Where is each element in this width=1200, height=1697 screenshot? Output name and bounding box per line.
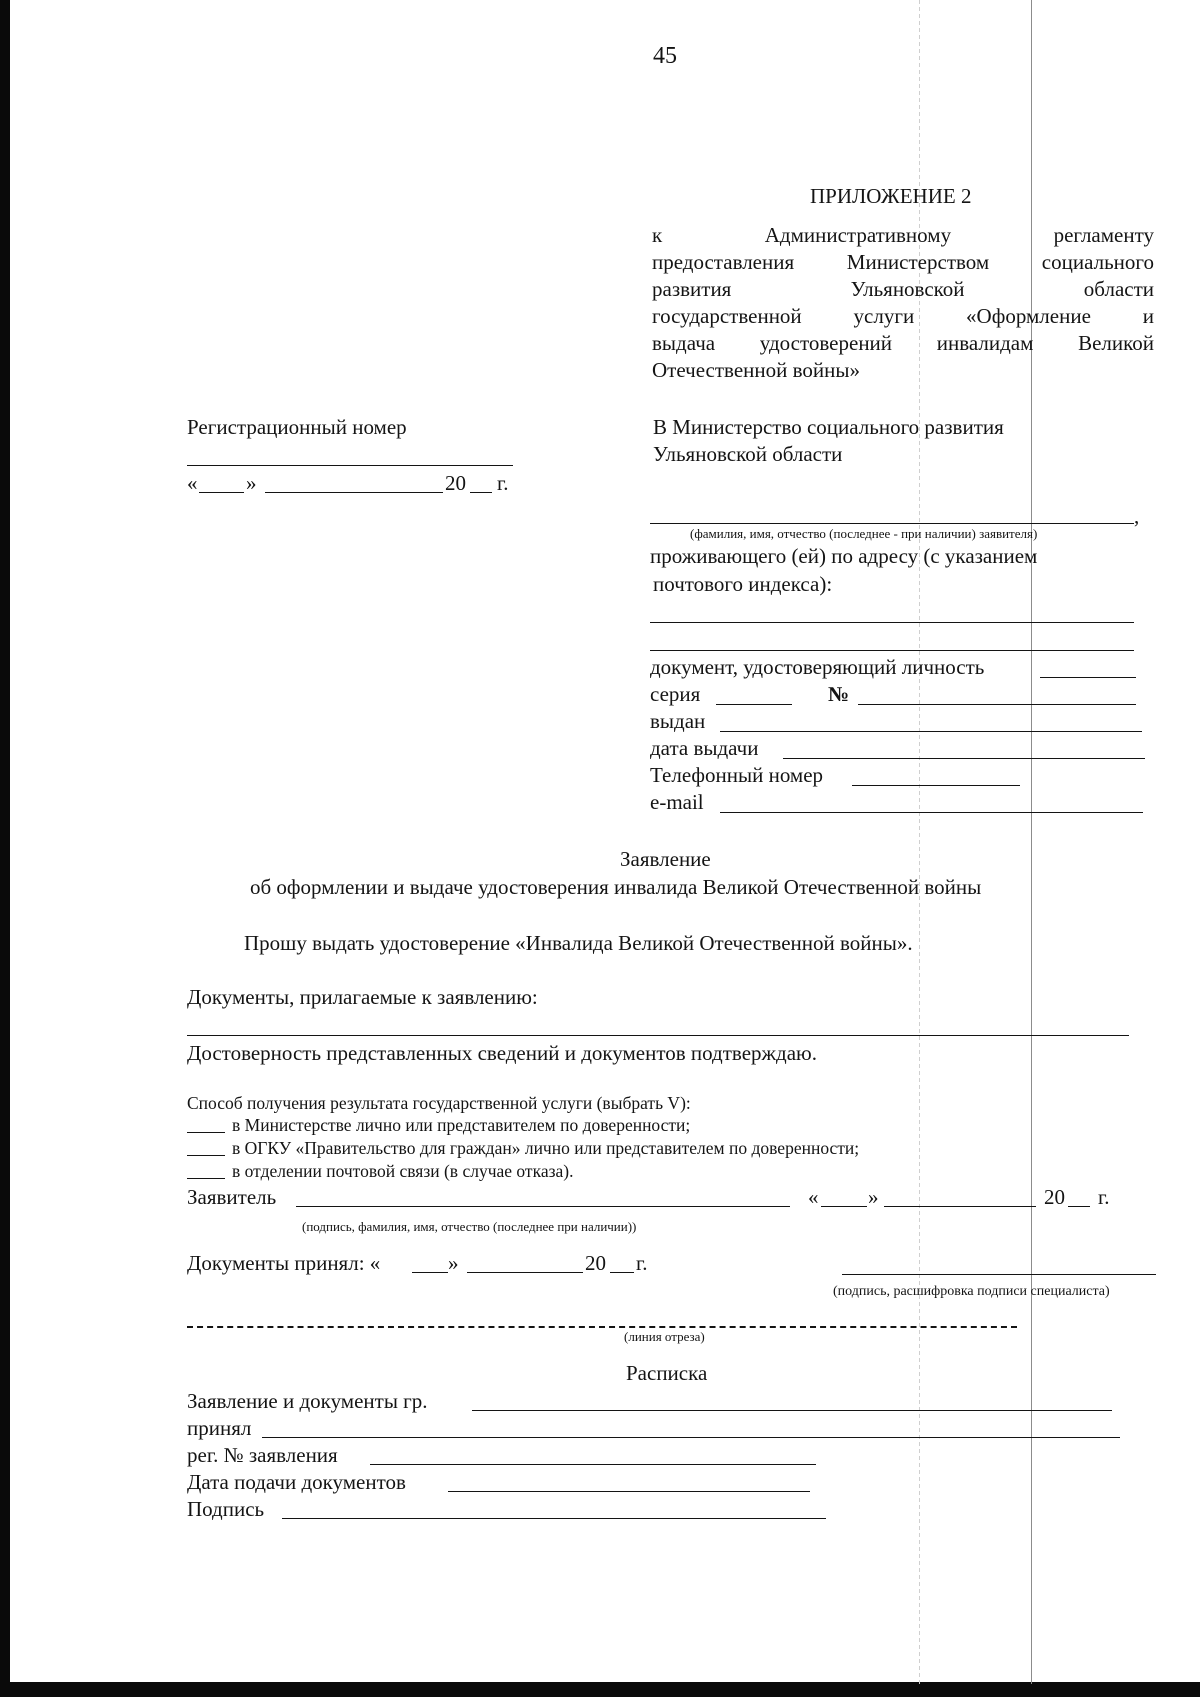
cut-line-caption: (линия отреза) [624, 1329, 705, 1344]
receipt-reg-number-field[interactable] [370, 1464, 816, 1465]
registration-year-suffix: г. [497, 471, 509, 495]
receipt-signature-label: Подпись [187, 1497, 265, 1521]
receipt-citizen-field[interactable] [472, 1410, 1112, 1411]
receipt-option-label: в ОГКУ «Правительство для граждан» лично или представителем по доверенности; [232, 1138, 860, 1158]
receipt-option-label: в Министерстве лично или представителем по доверенности; [232, 1115, 691, 1135]
appendix-reference [652, 222, 1154, 384]
appendix-line: выдача удостоверений инвалидам Великой [652, 331, 1154, 355]
receipt-accepted-label: принял [187, 1416, 252, 1440]
specialist-signature-field[interactable] [842, 1274, 1156, 1275]
phone-field[interactable] [852, 785, 1020, 786]
receipt-accepted-field[interactable] [262, 1437, 1120, 1438]
accepted-year-suffix: г. [636, 1251, 648, 1275]
statement-subtitle: об оформлении и выдаче удостоверения инвалида Великой Отечественной войны [250, 875, 982, 899]
accepted-month-field[interactable] [467, 1272, 583, 1273]
issued-field[interactable] [720, 731, 1142, 732]
receipt-documents-label: Заявление и документы гр. [187, 1389, 428, 1413]
statement-title: Заявление [620, 847, 711, 871]
appendix-line: к Административному регламенту [652, 223, 1154, 247]
applicant-name-caption: (фамилия, имя, отчество (последнее - при наличии) заявителя) [690, 526, 1038, 541]
receipt-date-label: Дата подачи документов [187, 1470, 406, 1494]
issued-label: выдан [650, 709, 706, 733]
scan-border-left [0, 0, 10, 1684]
address-label-line-2: почтового индекса): [653, 572, 833, 596]
registration-number-field[interactable] [187, 465, 513, 466]
attached-documents-label: Документы, прилагаемые к заявлению: [187, 985, 538, 1009]
accepted-year-field[interactable] [610, 1272, 634, 1273]
scan-border-bottom [0, 1682, 1200, 1697]
registration-year-field[interactable] [470, 492, 492, 493]
applicant-signature-field[interactable] [296, 1206, 790, 1207]
applicant-label: Заявитель [187, 1185, 277, 1209]
accepted-year-prefix: 20 [585, 1251, 606, 1275]
series-label: серия [650, 682, 701, 706]
id-document-field[interactable] [1040, 677, 1136, 678]
applicant-day-field[interactable] [821, 1206, 867, 1207]
appendix-line: государственной услуги «Оформление и [652, 304, 1154, 328]
issue-date-label: дата выдачи [650, 736, 759, 760]
statement-request: Прошу выдать удостоверение «Инвалида Великой Отечественной войны». [244, 931, 913, 955]
receipt-date-field[interactable] [448, 1491, 810, 1492]
receipt-reg-number-label: рег. № заявления [187, 1443, 338, 1467]
number-field[interactable] [858, 704, 1136, 705]
cut-line [187, 1326, 1017, 1328]
applicant-date-open: « [808, 1185, 819, 1209]
applicant-month-field[interactable] [884, 1206, 1036, 1207]
receipt-option-checkbox[interactable] [187, 1132, 225, 1133]
confirmation-text: Достоверность представленных сведений и документов подтверждаю. [187, 1041, 817, 1065]
addressee-line-1: В Министерство социального развития [653, 415, 1004, 439]
series-field[interactable] [716, 704, 792, 705]
email-field[interactable] [720, 812, 1143, 813]
receipt-option-label: в отделении почтовой связи (в случае отказа). [232, 1161, 574, 1181]
registration-year-prefix: 20 [445, 471, 466, 495]
registration-month-field[interactable] [265, 492, 443, 493]
email-label: e-mail [650, 790, 704, 814]
attached-documents-field[interactable] [187, 1035, 1129, 1036]
phone-label: Телефонный номер [650, 763, 824, 787]
address-field-2[interactable] [650, 650, 1134, 651]
page-number: 45 [653, 43, 677, 69]
applicant-name-field[interactable] [650, 523, 1134, 524]
registration-date-open: « [187, 471, 198, 495]
receipt-title: Расписка [626, 1361, 708, 1385]
registration-day-field[interactable] [199, 492, 244, 493]
accepted-day-field[interactable] [412, 1272, 448, 1273]
applicant-name-comma: , [1134, 504, 1140, 528]
accepted-date-close: » [448, 1251, 459, 1275]
registration-label: Регистрационный номер [187, 415, 407, 439]
appendix-line: предоставления Министерством социального [652, 250, 1154, 274]
applicant-year-field[interactable] [1068, 1206, 1090, 1207]
registration-date-close: » [246, 471, 257, 495]
number-label: № [828, 682, 850, 706]
id-document-label: документ, удостоверяющий личность [650, 655, 985, 679]
appendix-line: развития Ульяновской области [652, 277, 1154, 301]
applicant-caption: (подпись, фамилия, имя, отчество (последнее при наличии)) [302, 1219, 637, 1234]
receipt-option-checkbox[interactable] [187, 1155, 225, 1156]
address-label-line-1: проживающего (ей) по адресу (с указанием [650, 544, 1038, 568]
applicant-year-prefix: 20 [1044, 1185, 1065, 1209]
applicant-date-close: » [868, 1185, 879, 1209]
specialist-signature-caption: (подпись, расшифровка подписи специалиста) [833, 1284, 1110, 1299]
appendix-line: Отечественной войны» [652, 358, 860, 382]
address-field-1[interactable] [650, 622, 1134, 623]
accepted-label: Документы принял: « [187, 1251, 381, 1275]
addressee-line-2: Ульяновской области [653, 442, 843, 466]
applicant-year-suffix: г. [1098, 1185, 1110, 1209]
receipt-option-checkbox[interactable] [187, 1178, 225, 1179]
appendix-title: ПРИЛОЖЕНИЕ 2 [810, 184, 972, 208]
receipt-method-title: Способ получения результата государственной услуги (выбрать V): [187, 1093, 691, 1113]
receipt-signature-field[interactable] [282, 1518, 826, 1519]
issue-date-field[interactable] [783, 758, 1145, 759]
